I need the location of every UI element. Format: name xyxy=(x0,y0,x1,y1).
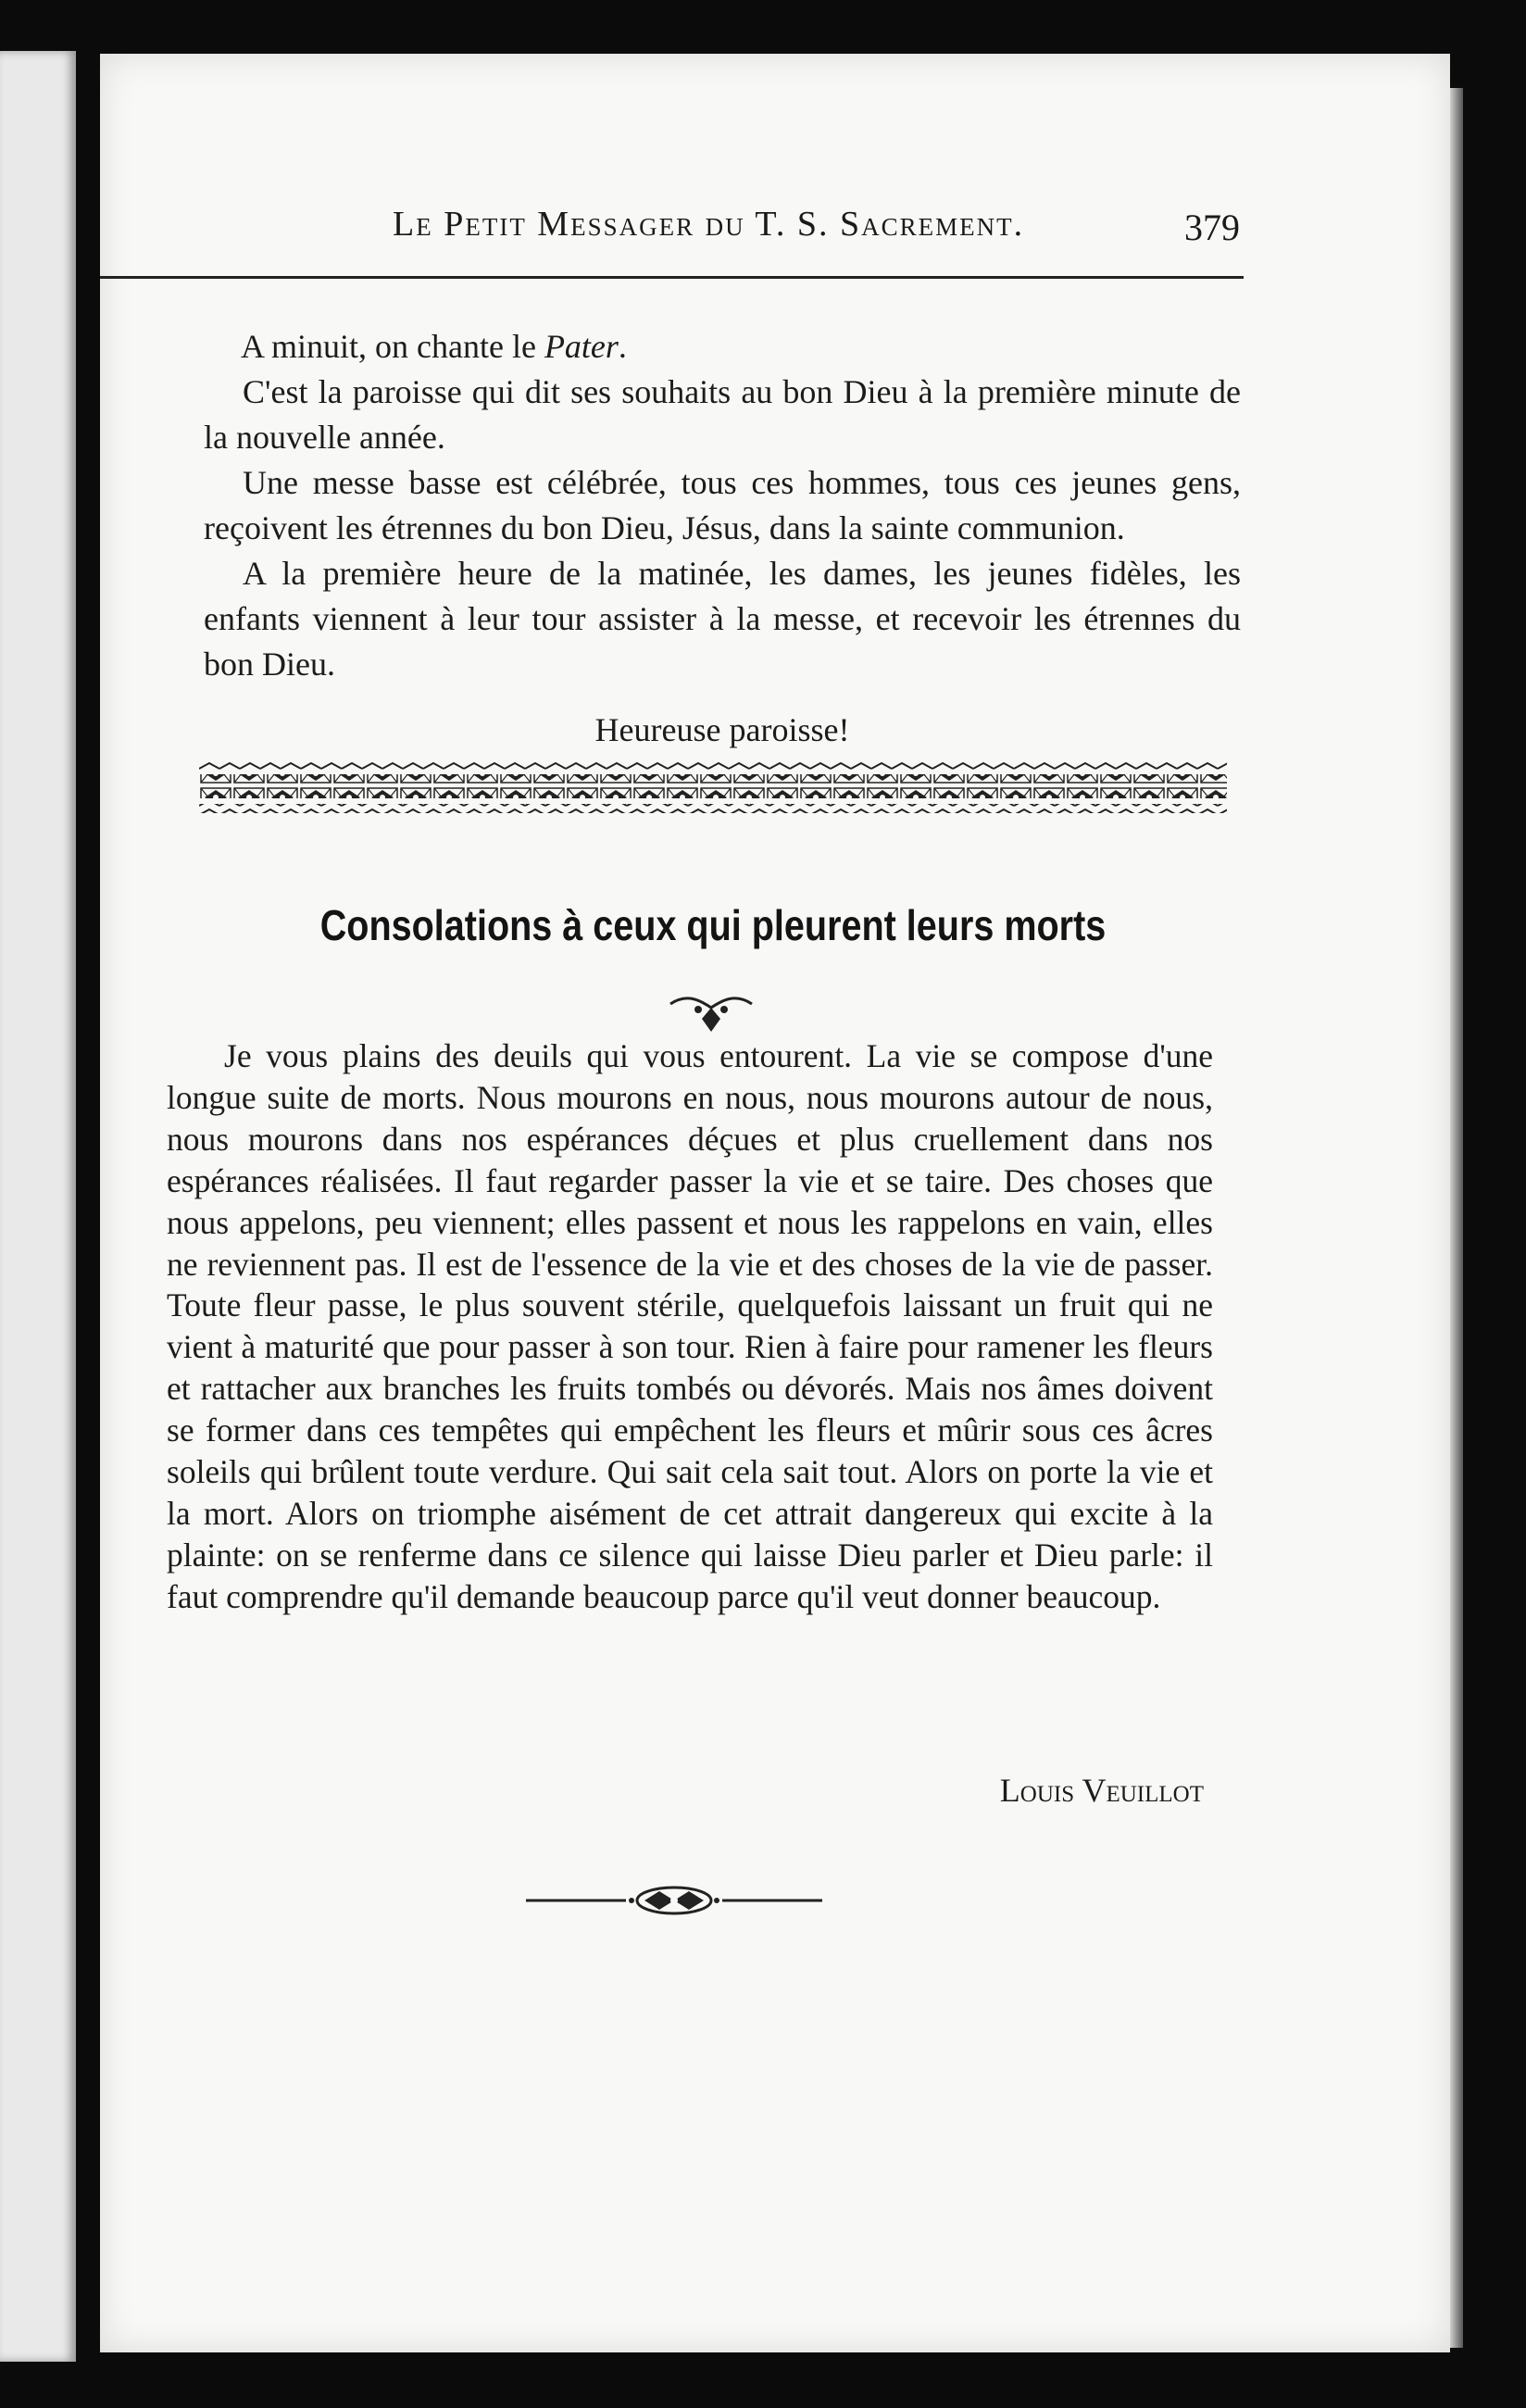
article-paragraph: Je vous plains des deuils qui vous entourent. La vie se compose d'une longue suite de morts. Nous mourons en nous, nous mourons autour de nous, nous mourons dans nos espérances déçues et plus cruellement dans nos espérances réalisées. Il faut regarder passer la vie et se taire. Des choses que nous appelons, peu viennent; elles passent et nous les rappelons en vain, elles ne reviennent pas. Il est de l'essence de la vie et des choses de la vie de passer. Toute fleur passe, le plus souvent stérile, quelquefois laissant un fruit qui ne vient à maturité que pour passer à son tour. Rien à faire pour ramener les fleurs et rattacher aux branches les fruits tombés ou dévorés. Mais nos âmes doivent se former dans ces tempêtes qui empêchent les fleurs et mûrir sous ces âcres soleils qui brûlent toute verdure. Qui sait cela sait tout. Alors on porte la vie et la mort. Alors on triomphe aisément de cet attrait dangereux qui excite à la plainte: on se renferme dans ce silence qui laisse Dieu parler et Dieu parle: il faut comprendre qu'il demande beaucoup parce qu'il veut donner beaucoup. xyxy=(167,1037,1213,1615)
author-signature: Louis Veuillot xyxy=(999,1772,1204,1809)
intro-paragraph: A la première heure de la matinée, les dames, les jeunes fidèles, les enfants viennent à leur tour assister à la messe, et recevoir les étrennes du bon Dieu. xyxy=(204,555,1241,683)
italic-word: Pater xyxy=(544,328,619,365)
floret-ornament xyxy=(665,991,757,1034)
article-title: Consolations à ceux qui pleurent leurs morts xyxy=(319,901,1107,949)
intro-paragraph: C'est la paroisse qui dit ses souhaits au bon Dieu à la première minute de la nouvelle année. xyxy=(204,373,1241,456)
ornamental-band xyxy=(199,761,1227,817)
tailpiece-ornament xyxy=(526,1880,822,1921)
running-head xyxy=(120,189,1245,248)
running-title: Le Petit Messager du T. S. Sacrement. xyxy=(393,205,1025,244)
intro-closing: Heureuse paroisse! xyxy=(594,711,850,748)
intro-section xyxy=(204,324,1241,753)
intro-paragraph: A minuit, on chante le Pater. xyxy=(241,328,627,365)
header-rule xyxy=(100,276,1244,279)
facing-page-edge xyxy=(0,51,76,2362)
page-number: 379 xyxy=(1184,207,1240,248)
intro-paragraph: Une messe basse est célébrée, tous ces hommes, tous ces jeunes gens, reçoivent les étrennes du bon Dieu, Jésus, dans la sainte communion. xyxy=(204,464,1241,546)
page-thickness-edge xyxy=(1450,88,1463,2348)
article-body xyxy=(167,1035,1213,1618)
